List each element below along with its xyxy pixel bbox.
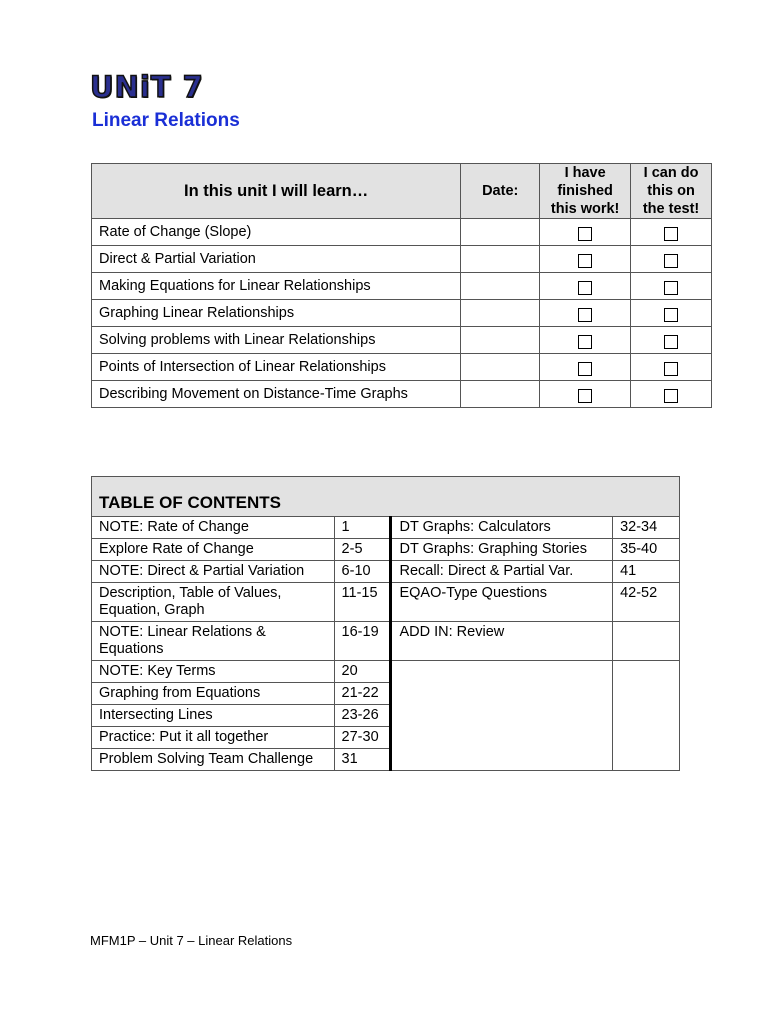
toc-entry (391, 705, 613, 727)
toc-entry-line: NOTE: Linear Relations & (99, 624, 266, 640)
column-header-topic: In this unit I will learn… (92, 164, 461, 219)
toc-entry (391, 683, 613, 705)
toc-row (92, 749, 680, 771)
test-ready-checkbox[interactable] (664, 362, 678, 376)
toc-pages: 20 (334, 661, 391, 683)
toc-entry (92, 705, 335, 727)
toc-pages: 23-26 (334, 705, 391, 727)
column-header-finished-line: I have (564, 165, 606, 181)
toc-pages: 2-5 (334, 539, 391, 561)
toc-entry: Recall: Direct & Partial Var. (391, 561, 613, 583)
toc-entry (92, 683, 335, 705)
learning-goal-label: Rate of Change (Slope) (92, 219, 461, 246)
toc-entry: ADD IN: Review (391, 622, 613, 661)
learning-goal-label: Making Equations for Linear Relationships (92, 273, 461, 300)
date-cell[interactable] (461, 273, 540, 300)
toc-pages: 6-10 (334, 561, 391, 583)
toc-entry (391, 749, 613, 771)
toc-row (92, 517, 680, 539)
date-cell[interactable] (461, 219, 540, 246)
finished-cell (540, 219, 631, 246)
toc-pages (613, 727, 680, 749)
toc-row (92, 683, 680, 705)
learning-goals-table (91, 163, 712, 408)
test-ready-checkbox[interactable] (664, 254, 678, 268)
toc-entry (92, 661, 335, 683)
test-ready-checkbox[interactable] (664, 227, 678, 241)
finished-checkbox[interactable] (578, 254, 592, 268)
learning-goal-row (92, 273, 712, 300)
date-cell[interactable] (461, 327, 540, 354)
test-ready-checkbox[interactable] (664, 308, 678, 322)
test-ready-cell (631, 381, 712, 408)
learning-goal-row (92, 327, 712, 354)
finished-checkbox[interactable] (578, 227, 592, 241)
toc-entry-line: Equation, Graph (99, 602, 205, 618)
toc-pages (613, 705, 680, 727)
toc-row (92, 705, 680, 727)
toc-pages: 42-52 (613, 583, 680, 622)
finished-cell (540, 246, 631, 273)
learning-goal-row (92, 354, 712, 381)
test-ready-checkbox[interactable] (664, 281, 678, 295)
toc-row (92, 583, 680, 622)
toc-entry-line: NOTE: Direct & Partial Variation (99, 563, 305, 579)
column-header-finished-line: this work! (550, 201, 620, 217)
test-ready-cell (631, 246, 712, 273)
toc-pages: 1 (334, 517, 391, 539)
learning-goal-label: Direct & Partial Variation (92, 246, 461, 273)
learning-goal-label: Describing Movement on Distance-Time Graphs (92, 381, 461, 408)
column-header-test (631, 164, 712, 219)
toc-entry (92, 622, 335, 661)
column-header-test-line: the test! (642, 201, 700, 217)
finished-checkbox[interactable] (578, 389, 592, 403)
column-header-test-line: I can do (643, 165, 699, 181)
toc-entry-line: Practice: Put it all together (99, 729, 269, 745)
finished-cell (540, 273, 631, 300)
toc-pages: 11-15 (334, 583, 391, 622)
toc-row (92, 539, 680, 561)
date-cell[interactable] (461, 381, 540, 408)
toc-entry (391, 661, 613, 683)
toc-entry (391, 727, 613, 749)
toc-entry-line: Graphing from Equations (99, 685, 261, 701)
toc-entry (92, 749, 335, 771)
unit-title: UNiT 7 (90, 70, 204, 104)
toc-row (92, 622, 680, 661)
toc-entry-line: Problem Solving Team Challenge (99, 751, 314, 767)
toc-entry (92, 517, 335, 539)
page-subtitle: Linear Relations (92, 110, 240, 131)
toc-pages: 27-30 (334, 727, 391, 749)
toc-pages: 31 (334, 749, 391, 771)
learning-goal-row (92, 381, 712, 408)
toc-pages: 32-34 (613, 517, 680, 539)
toc-pages (613, 749, 680, 771)
toc-pages (613, 622, 680, 661)
learning-goal-row (92, 246, 712, 273)
learning-goal-row (92, 300, 712, 327)
toc-entry (92, 583, 335, 622)
finished-checkbox[interactable] (578, 362, 592, 376)
toc-pages: 21-22 (334, 683, 391, 705)
toc-row (92, 727, 680, 749)
finished-cell (540, 381, 631, 408)
toc-row (92, 661, 680, 683)
toc-entry-line: NOTE: Key Terms (99, 663, 216, 679)
toc-entry-line: NOTE: Rate of Change (99, 519, 249, 535)
finished-checkbox[interactable] (578, 335, 592, 349)
learning-goal-label: Solving problems with Linear Relationships (92, 327, 461, 354)
test-ready-cell (631, 354, 712, 381)
test-ready-cell (631, 219, 712, 246)
column-header-finished-line: finished (557, 183, 613, 199)
test-ready-cell (631, 300, 712, 327)
table-of-contents (91, 476, 680, 771)
finished-checkbox[interactable] (578, 308, 592, 322)
finished-cell (540, 354, 631, 381)
toc-entry: DT Graphs: Graphing Stories (391, 539, 613, 561)
toc-row (92, 561, 680, 583)
finished-cell (540, 300, 631, 327)
learning-goal-label: Points of Intersection of Linear Relationships (92, 354, 461, 381)
toc-entry-line: Intersecting Lines (99, 707, 213, 723)
toc-entry-line: Equations (99, 641, 164, 657)
finished-checkbox[interactable] (578, 281, 592, 295)
test-ready-cell (631, 327, 712, 354)
date-cell[interactable] (461, 354, 540, 381)
learning-goals-header-row (92, 164, 712, 219)
toc-pages: 16-19 (334, 622, 391, 661)
learning-goal-label: Graphing Linear Relationships (92, 300, 461, 327)
toc-pages: 41 (613, 561, 680, 583)
toc-entry (92, 539, 335, 561)
learning-goal-row (92, 219, 712, 246)
toc-pages (613, 661, 680, 683)
test-ready-cell (631, 273, 712, 300)
toc-entry: EQAO-Type Questions (391, 583, 613, 622)
date-cell[interactable] (461, 246, 540, 273)
toc-pages: 35-40 (613, 539, 680, 561)
toc-entry-line: Explore Rate of Change (99, 541, 254, 557)
toc-pages (613, 683, 680, 705)
column-header-date: Date: (461, 164, 540, 219)
toc-entry (92, 727, 335, 749)
column-header-test-line: this on (647, 183, 695, 199)
test-ready-checkbox[interactable] (664, 389, 678, 403)
toc-entry-line: Description, Table of Values, (99, 585, 282, 601)
column-header-finished (540, 164, 631, 219)
toc-title: TABLE OF CONTENTS (92, 477, 680, 517)
finished-cell (540, 327, 631, 354)
page-footer: MFM1P – Unit 7 – Linear Relations (90, 933, 293, 948)
test-ready-checkbox[interactable] (664, 335, 678, 349)
toc-entry: DT Graphs: Calculators (391, 517, 613, 539)
toc-header-row (92, 477, 680, 517)
date-cell[interactable] (461, 300, 540, 327)
toc-entry (92, 561, 335, 583)
